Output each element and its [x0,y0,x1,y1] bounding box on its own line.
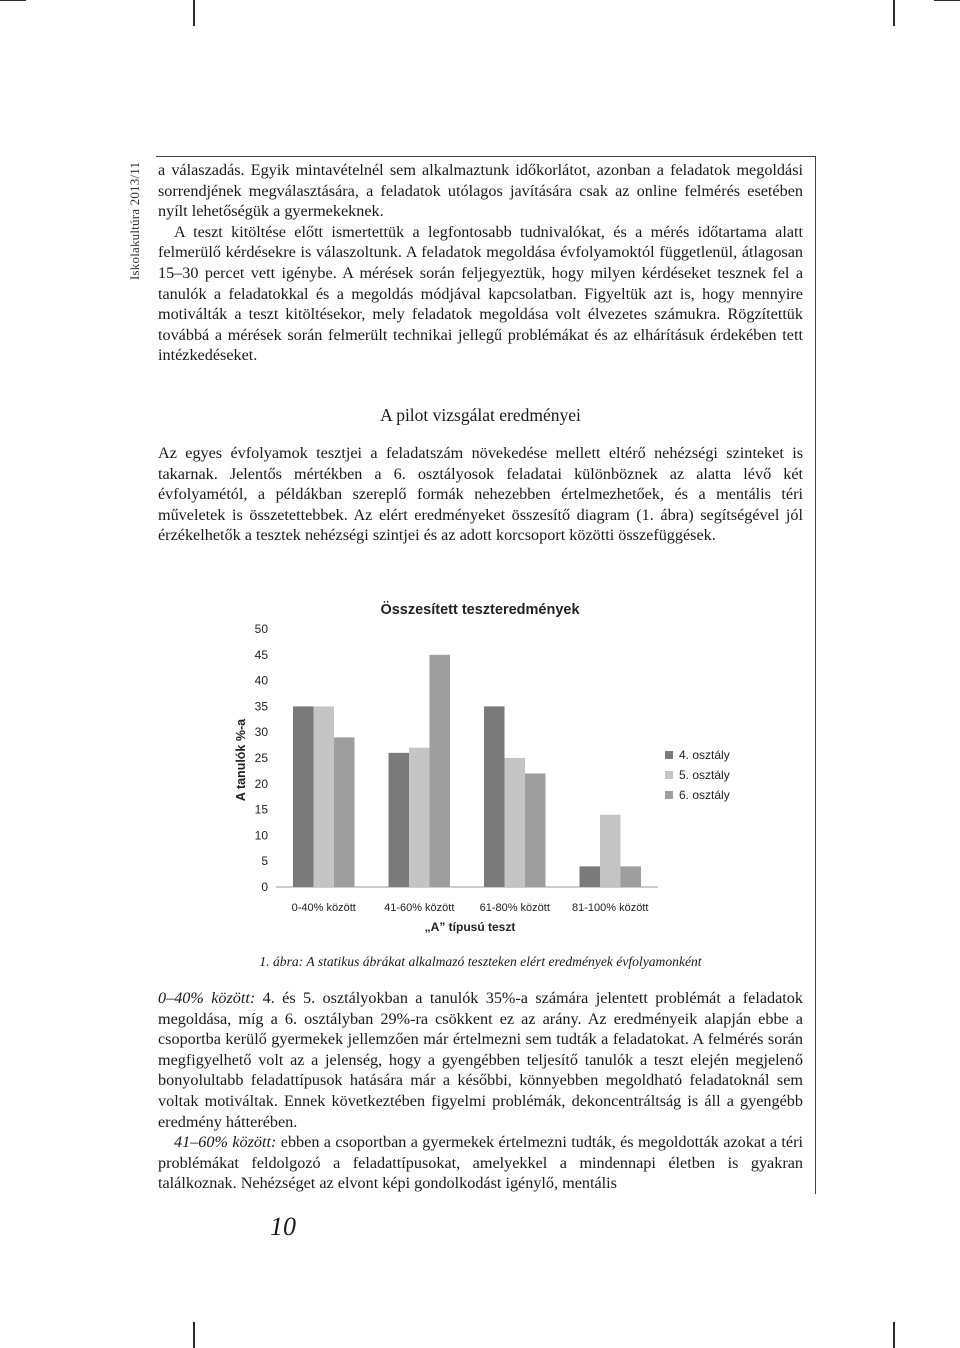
legend-swatch [665,751,673,759]
x-tick-label: 41-60% között [384,902,455,914]
legend-label: 4. osztály [679,748,730,762]
crop-mark [893,0,895,26]
crop-mark [0,0,26,1]
legend-swatch [665,791,673,799]
paragraph: A teszt kitöltése előtt ismertettük a legfontosabb tudnivalókat, és a mérés időtartama alatt felmerülő kérdésekre is válaszoltunk. A feladatok megoldása évfolyamoktól függetlenül, átlagosan 15–30 percet vett igénybe. A mérések során feljegyeztük, hogy milyen kérdéseket tesznek fel a tanulók a feladatokkal és a megoldás módjával kapcsolatban. Figyeltük azt is, hogy mennyire motiválták a teszt kitöltésekor, mely feladatok megoldása volt élvezetes számukra. Rögzítettük továbbá a mérések során felmerült technikai jellegű problémákat és az elhárításuk érdekében tett intézkedéseket. [158,222,803,365]
intro-text [158,160,803,366]
range-lead: 0–40% között: [158,989,256,1007]
running-header [127,160,147,280]
y-tick-label: 15 [254,802,268,817]
y-tick-label: 45 [254,647,268,662]
crop-mark [934,0,960,1]
bar [430,655,451,887]
paragraph: a válaszadás. Egyik mintavételnél sem alkalmaztunk időkorlátot, azonban a feladatok megoldási sorrendjének megválasztására, a feladatok utólagos javítására csak az online felmérés esetében nyílt lehetőségük a gyermekeknek. [158,161,803,221]
bar-chart [228,592,788,942]
y-tick-label: 25 [254,751,268,765]
figure-caption: 1. ábra: A statikus ábrákat alkalmazó teszteken elért eredmények évfolyamonként [259,954,702,969]
bar [525,773,546,887]
paragraph-body: 4. és 5. osztályokban a tanulók 35%-a számára jelentett problémát a feladatok megoldása, míg a 6. osztályban 29%-ra csökkent ez az arány. Az eredményeik alapján ebbe a csoportba kerülő gyermekek jellemzően már értelmezni sem tudták a feladatokat. A felmérés során megfigyelhető volt az a jelenség, hogy a gyengébben teljesítő tanulók a teszt elején megjelenő bonyolultabb feladattípusok hatására már a későbbi, könnyebben megoldható feladatoknál sem voltak motiváltak. Ennek következtében figyelmi problémák, dekoncentráltság is áll a gyengébb eredmény hátterében. [158,989,803,1131]
y-tick-label: 5 [261,854,268,869]
running-header-text: Iskolakultúra 2013/11 [127,161,142,280]
legend-label: 5. osztály [679,768,730,782]
bar [580,866,601,887]
y-tick-label: 20 [254,776,268,791]
legend-label: 6. osztály [679,788,730,802]
results-text [158,443,803,546]
bar [409,748,430,887]
y-tick-label: 0 [261,880,268,894]
legend-swatch [665,771,673,779]
y-tick-label: 35 [254,699,268,714]
crop-mark [893,1322,895,1348]
x-tick-label: 0-40% között [291,902,356,914]
bar [600,815,621,887]
page-number: 10 [270,1212,296,1241]
paragraph-0-40 [158,988,803,1132]
frame-top-rule [156,156,815,157]
bar [389,753,410,887]
y-tick-label: 40 [254,673,268,688]
x-tick-label: 61-80% között [479,902,550,914]
paragraph: Az egyes évfolyamok tesztjei a feladatszám növekedése mellett eltérő nehézségi szinteket is takarnak. Jelentős mértékben a 6. osztályosok feladatai különböznek az alatta lévő két évfolyamétól, a példákban szereplő formák nehezebben értelmezhetőek, és a mentális téri műveletek is összetettebbek. Az elért eredményeket összesítő diagram (1. ábra) segítségével jól érzékelhetők a tesztek nehézségi szintjei és az adott korcsoport közötti összefüggések. [158,444,803,545]
results-chart [228,592,788,942]
y-tick-label: 10 [254,828,268,843]
bar [505,758,526,887]
paragraph-body: ebben a csoportban a gyermekek értelmezni tudták, és megoldották azokat a téri problémákat feldolgozó a feladattípusokat, amelyekkel a mindennapi életben is gyakran találkoznak. Nehézséget az elvont képi gondolkodást igénylő, mentális [158,1133,803,1193]
frame-right-rule [815,156,816,1194]
bar [334,737,355,887]
y-tick-label: 30 [254,725,268,740]
section-title: A pilot vizsgálat eredményei [380,405,581,425]
paragraph-41-60 [158,1132,803,1194]
bar [621,866,642,887]
x-axis-label: „A” típusú teszt [424,920,516,934]
crop-mark [193,1322,195,1348]
range-lead: 41–60% között: [174,1133,277,1152]
bar [484,706,505,887]
bar [314,706,335,887]
analysis-text [158,988,803,1194]
y-axis-label: A tanulók %-a [234,718,248,802]
bar [293,706,314,887]
x-tick-label: 81-100% között [572,902,649,914]
y-tick-label: 50 [254,622,268,636]
chart-title: Összesített teszteredmények [380,602,580,618]
crop-mark [193,0,195,26]
